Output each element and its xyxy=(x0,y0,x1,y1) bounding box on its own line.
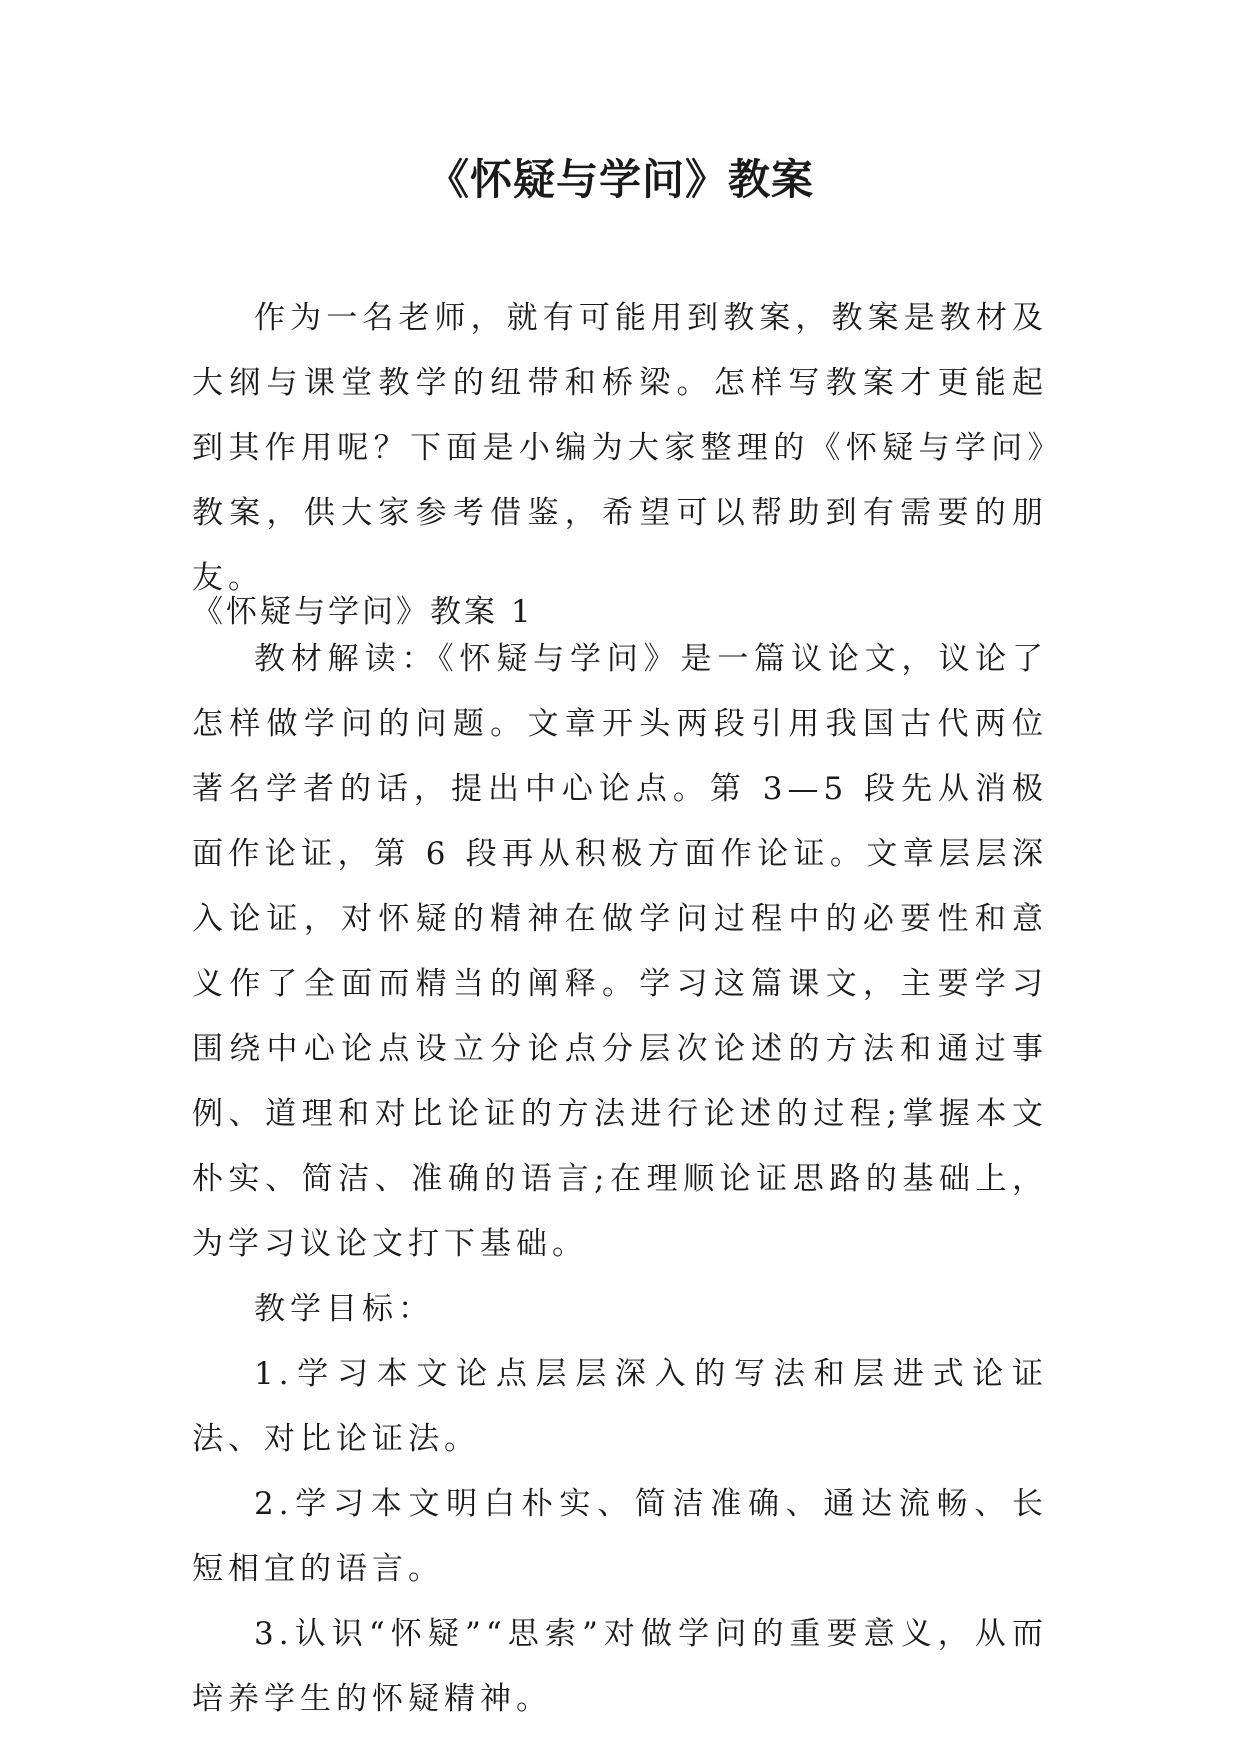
intro-paragraph: 作为一名老师，就有可能用到教案，教案是教材及大纲与课堂教学的纽带和桥梁。怎样写教案才更能起到其作用呢？下面是小编为大家整理的《怀疑与学问》教案，供大家参考借鉴，希望可以帮助到有需要的朋友。 xyxy=(192,300,1048,596)
teaching-goals-label: 教学目标： xyxy=(254,1291,434,1327)
material-reading-paragraph: 教材解读：《怀疑与学问》是一篇议论文，议论了怎样做学问的问题。文章开头两段引用我国古代两位著名学者的话，提出中心论点。第 3—5 段先从消极面作论证，第 6 段再从积极方面作论证。文章层层深入论证，对怀疑的精神在做学问过程中的必要性和意义作了全面而精当的阐释。学习这篇课文，主要学习围绕中心论点设立分论点分层次论述的方法和通过事例、道理和对比论证的方法进行论述的过程;掌握本文朴实、简洁、准确的语言;在理顺论证思路的基础上，为学习议论文打下基础。 xyxy=(192,641,1048,1262)
page-title: 《怀疑与学问》教案 xyxy=(426,155,814,204)
goal-item-2: 2.学习本文明白朴实、简洁准确、通达流畅、长短相宜的语言。 xyxy=(192,1486,1048,1587)
section-heading: 《怀疑与学问》教案 1 xyxy=(192,594,534,630)
goal-item-3: 3.认识“怀疑”“思索”对做学问的重要意义，从而培养学生的怀疑精神。 xyxy=(192,1616,1048,1717)
intro-block xyxy=(192,286,1048,611)
section-body xyxy=(192,627,1048,1732)
goal-item-1: 1.学习本文论点层层深入的写法和层进式论证法、对比论证法。 xyxy=(192,1356,1048,1457)
